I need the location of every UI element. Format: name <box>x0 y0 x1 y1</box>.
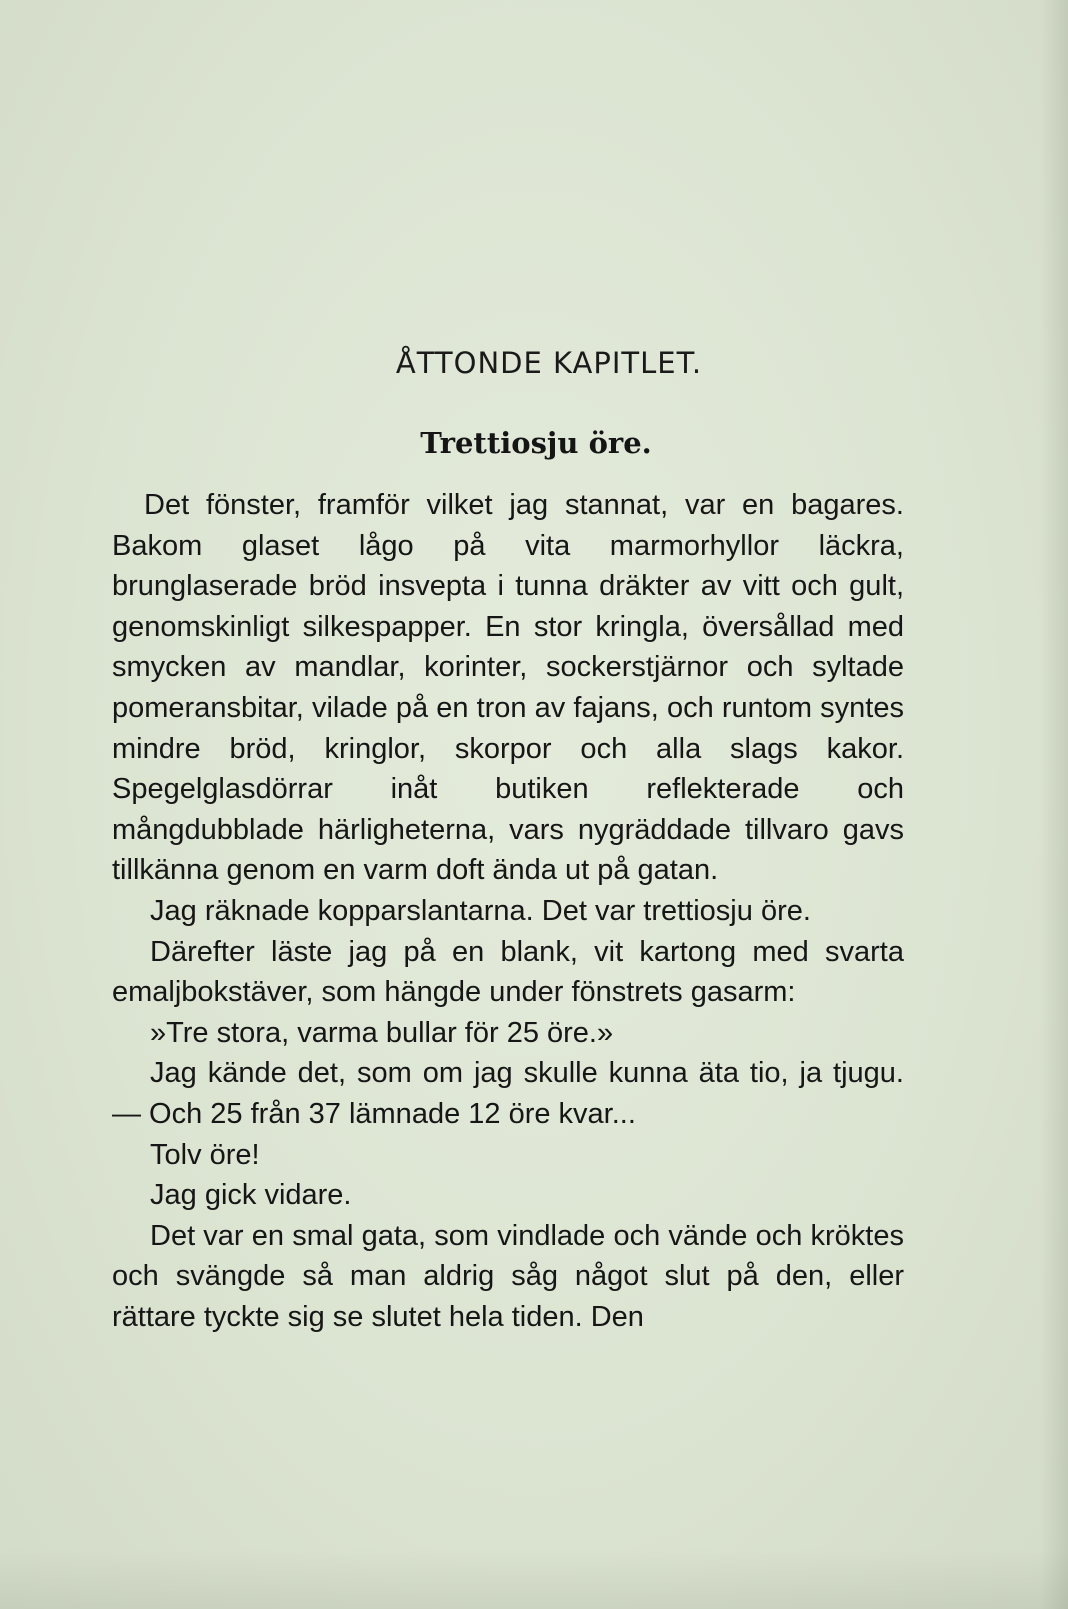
chapter-title: Trettiosju öre. <box>420 426 652 460</box>
paragraph-sign-text: »Tre stora, varma bullar för 25 öre.» <box>150 1016 614 1049</box>
page-bottom-shadow <box>0 1549 1068 1609</box>
paragraph-counting-coins: Jag räknade kopparslantarna. Det var trettiosju öre. <box>150 894 811 927</box>
paragraph-twelve-ore: Tolv öre! <box>150 1138 260 1171</box>
page-edge-shadow <box>1040 0 1068 1609</box>
body-text <box>112 485 904 1337</box>
paragraph-hunger: Jag kände det, som om jag skulle kunna äta tio, ja tjugu. — Och 25 från 37 lämnade 12 öre kvar... <box>112 1057 904 1130</box>
paragraph-reading-sign: Därefter läste jag på en blank, vit kartong med svarta emaljbokstäver, som hängde under fönstrets gasarm: <box>112 935 904 1009</box>
paragraph-walked-on: Jag gick vidare. <box>150 1179 352 1212</box>
paragraph-narrow-street: Det var en smal gata, som vindlade och vände och kröktes och svängde så man aldrig såg något slut på den, eller rättare tyckte sig se slutet hela tiden. Den <box>112 1219 904 1333</box>
chapter-heading: ÅTTONDE KAPITLET. <box>395 346 703 380</box>
paragraph-bakery-window: Det fönster, framför vilket jag stannat, var en bagares. Bakom glaset lågo på vita marmorhyllor läckra, brunglaserade bröd insvepta i tunna dräkter av vitt och gult, genomskinligt silkespapper. En stor kringla, översållad med smycken av mandlar, korinter, sockerstjärnor och syltade pomeransbitar, vilade på en tron av fajans, och runtom syntes mindre bröd, kringlor, skorpor och alla slags kakor. Spegelglasdörrar inåt butiken reflekterade och mångdubblade härligheterna, vars nygräddade tillvaro gavs tillkänna genom en varm doft ända ut på gatan. <box>112 489 904 887</box>
